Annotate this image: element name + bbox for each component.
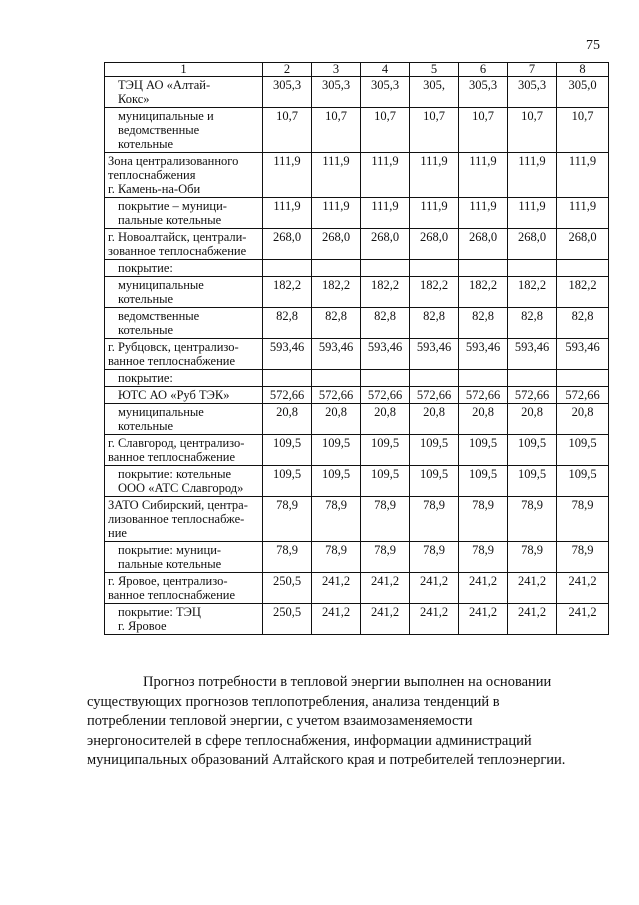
value-cell: 111,9 — [312, 198, 361, 229]
value-cell: 572,66 — [361, 387, 410, 404]
row-label-line: г. Яровое, централизо- — [108, 574, 228, 588]
value-cell — [263, 370, 312, 387]
column-header: 3 — [312, 63, 361, 77]
value-cell: 109,5 — [410, 466, 459, 497]
value-cell: 109,5 — [263, 466, 312, 497]
value-cell — [459, 260, 508, 277]
value-cell: 268,0 — [361, 229, 410, 260]
row-label — [105, 108, 263, 153]
value-cell: 593,46 — [508, 339, 557, 370]
value-cell: 572,66 — [312, 387, 361, 404]
value-cell: 109,5 — [312, 435, 361, 466]
value-cell: 10,7 — [312, 108, 361, 153]
value-cell: 78,9 — [410, 497, 459, 542]
value-cell: 111,9 — [410, 198, 459, 229]
value-cell: 20,8 — [410, 404, 459, 435]
table-row — [105, 604, 609, 635]
table-row — [105, 466, 609, 497]
value-cell: 10,7 — [361, 108, 410, 153]
value-cell: 268,0 — [312, 229, 361, 260]
value-cell: 182,2 — [508, 277, 557, 308]
row-label — [105, 573, 263, 604]
value-cell: 78,9 — [361, 497, 410, 542]
value-cell: 111,9 — [263, 198, 312, 229]
value-cell: 305,3 — [361, 77, 410, 108]
value-cell: 10,7 — [459, 108, 508, 153]
value-cell: 268,0 — [459, 229, 508, 260]
paragraph-line: муниципальных образований Алтайского края и потребителей теплоэнергии. — [87, 752, 566, 768]
value-cell: 111,9 — [557, 153, 609, 198]
row-label — [105, 260, 263, 277]
value-cell: 593,46 — [459, 339, 508, 370]
row-label-line: муниципальные — [118, 278, 204, 292]
heat-demand-table — [104, 62, 609, 635]
value-cell: 593,46 — [312, 339, 361, 370]
value-cell: 82,8 — [459, 308, 508, 339]
row-label-line: покрытие: — [118, 261, 173, 275]
row-label-line: котельные — [118, 292, 174, 306]
value-cell: 20,8 — [557, 404, 609, 435]
row-label — [105, 308, 263, 339]
value-cell: 241,2 — [459, 573, 508, 604]
value-cell — [312, 260, 361, 277]
value-cell: 241,2 — [508, 573, 557, 604]
column-header: 1 — [105, 63, 263, 77]
value-cell: 109,5 — [459, 435, 508, 466]
value-cell: 572,66 — [508, 387, 557, 404]
row-label — [105, 387, 263, 404]
row-label-line: ванное теплоснабжение — [108, 588, 236, 602]
value-cell: 82,8 — [312, 308, 361, 339]
value-cell: 241,2 — [459, 604, 508, 635]
value-cell: 241,2 — [557, 573, 609, 604]
row-label-line: г. Новоалтайск, централи- — [108, 230, 247, 244]
table-row — [105, 497, 609, 542]
row-label — [105, 466, 263, 497]
value-cell — [508, 260, 557, 277]
row-label — [105, 404, 263, 435]
row-label-line: покрытие – муници- — [118, 199, 227, 213]
value-cell: 78,9 — [361, 542, 410, 573]
value-cell: 20,8 — [312, 404, 361, 435]
value-cell: 572,66 — [263, 387, 312, 404]
value-cell: 268,0 — [508, 229, 557, 260]
value-cell: 111,9 — [312, 153, 361, 198]
value-cell: 82,8 — [557, 308, 609, 339]
value-cell: 109,5 — [263, 435, 312, 466]
value-cell — [263, 260, 312, 277]
value-cell: 82,8 — [410, 308, 459, 339]
value-cell — [459, 370, 508, 387]
value-cell: 10,7 — [263, 108, 312, 153]
table-row — [105, 108, 609, 153]
value-cell: 241,2 — [508, 604, 557, 635]
value-cell: 109,5 — [508, 466, 557, 497]
value-cell: 593,46 — [557, 339, 609, 370]
row-label — [105, 542, 263, 573]
value-cell: 20,8 — [508, 404, 557, 435]
table-row — [105, 153, 609, 198]
column-header: 2 — [263, 63, 312, 77]
value-cell: 109,5 — [410, 435, 459, 466]
value-cell: 20,8 — [361, 404, 410, 435]
value-cell: 111,9 — [361, 198, 410, 229]
table-row — [105, 229, 609, 260]
row-label-line: котельные — [118, 137, 174, 151]
value-cell: 20,8 — [459, 404, 508, 435]
row-label — [105, 229, 263, 260]
value-cell: 268,0 — [557, 229, 609, 260]
row-label-line: ЮТС АО «Руб ТЭК» — [118, 388, 230, 402]
row-label-line: г. Яровое — [118, 619, 167, 633]
row-label-line: покрытие: муници- — [118, 543, 222, 557]
value-cell: 305, — [410, 77, 459, 108]
column-header: 5 — [410, 63, 459, 77]
value-cell: 10,7 — [557, 108, 609, 153]
value-cell: 82,8 — [361, 308, 410, 339]
table-row — [105, 435, 609, 466]
value-cell: 78,9 — [508, 497, 557, 542]
table-row — [105, 404, 609, 435]
column-header: 6 — [459, 63, 508, 77]
column-header: 8 — [557, 63, 609, 77]
row-label-line: покрытие: — [118, 371, 173, 385]
value-cell: 109,5 — [508, 435, 557, 466]
value-cell: 241,2 — [557, 604, 609, 635]
value-cell: 111,9 — [410, 153, 459, 198]
row-label-line: теплоснабжения — [108, 168, 196, 182]
value-cell: 305,3 — [459, 77, 508, 108]
row-label — [105, 153, 263, 198]
value-cell: 241,2 — [361, 604, 410, 635]
row-label-line: котельные — [118, 323, 174, 337]
paragraph-line: существующих прогнозов теплопотребления, анализа тенденций в — [87, 693, 500, 710]
row-label-line: ние — [108, 526, 127, 540]
value-cell: 109,5 — [459, 466, 508, 497]
value-cell: 78,9 — [263, 542, 312, 573]
row-label-line: г. Камень-на-Оби — [108, 182, 201, 196]
value-cell: 78,9 — [557, 542, 609, 573]
row-label-line: Кокс» — [118, 92, 150, 106]
table-row — [105, 277, 609, 308]
value-cell: 10,7 — [410, 108, 459, 153]
value-cell: 572,66 — [410, 387, 459, 404]
value-cell — [557, 370, 609, 387]
row-label-line: ведомственные — [118, 309, 200, 323]
page-number: 75 — [586, 38, 600, 53]
value-cell: 20,8 — [263, 404, 312, 435]
table-row — [105, 573, 609, 604]
value-cell: 241,2 — [410, 573, 459, 604]
value-cell: 572,66 — [459, 387, 508, 404]
row-label-line: ванное теплоснабжение — [108, 450, 236, 464]
value-cell: 593,46 — [410, 339, 459, 370]
value-cell: 250,5 — [263, 573, 312, 604]
table-row — [105, 370, 609, 387]
value-cell: 593,46 — [263, 339, 312, 370]
value-cell: 268,0 — [263, 229, 312, 260]
row-label — [105, 277, 263, 308]
row-label-line: г. Рубцовск, централизо- — [108, 340, 239, 354]
value-cell: 10,7 — [508, 108, 557, 153]
value-cell: 241,2 — [312, 604, 361, 635]
value-cell — [361, 370, 410, 387]
row-label-line: лизованное теплоснабже- — [108, 512, 245, 526]
table-row — [105, 542, 609, 573]
row-label-line: ТЭЦ АО «Алтай- — [118, 78, 211, 92]
value-cell: 305,3 — [508, 77, 557, 108]
value-cell: 82,8 — [263, 308, 312, 339]
value-cell — [312, 370, 361, 387]
value-cell — [410, 260, 459, 277]
table-row — [105, 339, 609, 370]
value-cell: 111,9 — [557, 198, 609, 229]
value-cell: 250,5 — [263, 604, 312, 635]
value-cell: 305,3 — [312, 77, 361, 108]
value-cell: 111,9 — [508, 153, 557, 198]
value-cell: 182,2 — [312, 277, 361, 308]
value-cell: 182,2 — [361, 277, 410, 308]
table-row — [105, 308, 609, 339]
row-label — [105, 435, 263, 466]
value-cell: 111,9 — [459, 198, 508, 229]
row-label — [105, 370, 263, 387]
table-header-row — [105, 63, 609, 77]
column-header: 7 — [508, 63, 557, 77]
row-label-line: зованное теплоснабжение — [108, 244, 247, 258]
row-label-line: муниципальные — [118, 405, 204, 419]
row-label-line: котельные — [118, 419, 174, 433]
paragraph-line: энергоносителей в сфере теплоснабжения, информации администраций — [87, 732, 532, 749]
value-cell: 78,9 — [557, 497, 609, 542]
row-label-line: ООО «АТС Славгород» — [118, 481, 244, 495]
value-cell: 109,5 — [557, 435, 609, 466]
value-cell: 78,9 — [263, 497, 312, 542]
row-label — [105, 604, 263, 635]
value-cell: 268,0 — [410, 229, 459, 260]
value-cell: 78,9 — [508, 542, 557, 573]
value-cell: 572,66 — [557, 387, 609, 404]
row-label-line: ЗАТО Сибирский, центра- — [108, 498, 248, 512]
value-cell: 78,9 — [312, 542, 361, 573]
table-row — [105, 198, 609, 229]
value-cell: 182,2 — [557, 277, 609, 308]
forecast-paragraph — [87, 673, 603, 771]
table-row — [105, 260, 609, 277]
row-label-line: муниципальные и — [118, 109, 214, 123]
value-cell: 78,9 — [459, 542, 508, 573]
value-cell — [557, 260, 609, 277]
row-label-line: г. Славгород, централизо- — [108, 436, 245, 450]
value-cell: 111,9 — [361, 153, 410, 198]
row-label — [105, 339, 263, 370]
row-label — [105, 77, 263, 108]
value-cell: 305,0 — [557, 77, 609, 108]
row-label-line: пальные котельные — [118, 213, 222, 227]
value-cell: 78,9 — [410, 542, 459, 573]
value-cell: 182,2 — [410, 277, 459, 308]
row-label-line: покрытие: ТЭЦ — [118, 605, 201, 619]
value-cell: 109,5 — [361, 435, 410, 466]
row-label-line: покрытие: котельные — [118, 467, 232, 481]
row-label-line: ванное теплоснабжение — [108, 354, 236, 368]
value-cell: 82,8 — [508, 308, 557, 339]
row-label-line: пальные котельные — [118, 557, 222, 571]
column-header: 4 — [361, 63, 410, 77]
value-cell — [410, 370, 459, 387]
table-row — [105, 77, 609, 108]
paragraph-line: Прогноз потребности в тепловой энергии выполнен на основании — [143, 674, 552, 690]
value-cell: 593,46 — [361, 339, 410, 370]
value-cell: 111,9 — [263, 153, 312, 198]
value-cell: 78,9 — [459, 497, 508, 542]
value-cell: 109,5 — [312, 466, 361, 497]
value-cell: 241,2 — [410, 604, 459, 635]
value-cell: 305,3 — [263, 77, 312, 108]
row-label-line: Зона централизованного — [108, 154, 239, 168]
table-row — [105, 387, 609, 404]
value-cell: 182,2 — [263, 277, 312, 308]
value-cell: 241,2 — [361, 573, 410, 604]
value-cell: 111,9 — [459, 153, 508, 198]
row-label-line: ведомственные — [118, 123, 200, 137]
value-cell: 111,9 — [508, 198, 557, 229]
value-cell: 182,2 — [459, 277, 508, 308]
row-label — [105, 497, 263, 542]
value-cell: 241,2 — [312, 573, 361, 604]
value-cell — [508, 370, 557, 387]
paragraph-line: потреблении тепловой энергии, с учетом взаимозаменяемости — [87, 713, 473, 729]
value-cell: 78,9 — [312, 497, 361, 542]
value-cell: 109,5 — [557, 466, 609, 497]
value-cell — [361, 260, 410, 277]
row-label — [105, 198, 263, 229]
value-cell: 109,5 — [361, 466, 410, 497]
